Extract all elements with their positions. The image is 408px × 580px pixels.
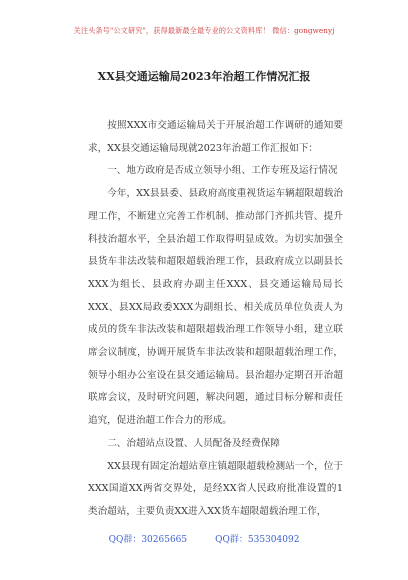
header-banner: 关注头条号"公文研究"，获得最新最全最专业的公文资料库！ 微信：gongwenyj <box>73 26 335 35</box>
qq-group-2: QQ群：535304092 <box>215 535 300 545</box>
document-body <box>88 115 343 524</box>
section-heading-2: 二、治超站点设置、人员配备及经费保障 <box>107 437 280 449</box>
paragraph-intro: 按照XXX市交通运输局关于开展治超工作调研的通知要求，XX县交通运输局现就2023年治超工作汇报如下： <box>88 120 343 154</box>
section-heading-1: 一、地方政府是否成立领导小组、工作专班及运行情况 <box>107 165 338 177</box>
document-title: XX县交通运输局2023年治超工作情况汇报 <box>97 70 311 83</box>
paragraph-stations: XX县现有固定治超站章庄镇超限超载检测站一个，位于XXX国道XX两省交界处，是经XX省人民政府批准设置的1类治超站，主要负责XX进入XX货车超限超载治理工作， <box>88 460 343 517</box>
footer-qq-groups <box>0 532 408 545</box>
qq-group-1: QQ群：30265665 <box>108 535 188 545</box>
paragraph-leadership: 今年，XX县县委、县政府高度重视货运车辆超限超载治理工作，不断建立完善工作机制、推动部门齐抓共管、提升科技治超水平，全县治超工作取得明显成效。为切实加强全县货车非法改装和超限超载治理工作，县政府成立以副县长XXX为组长、县政府办副主任XXX、县交通运输局局长XXX、县XX局政委XXX为副组长、相关成员单位负责人为成员的货车非法改装和超限超载治理工作领导小组，建立联席会议制度，协调开展货车非法改装和超限超载治理工作，领导小组办公室设在县交通运输局。县治超办定期召开治超联席会议，及时研究问题，解决问题，通过目标分解和责任追究，促进治超工作合力的形成。 <box>88 188 343 427</box>
